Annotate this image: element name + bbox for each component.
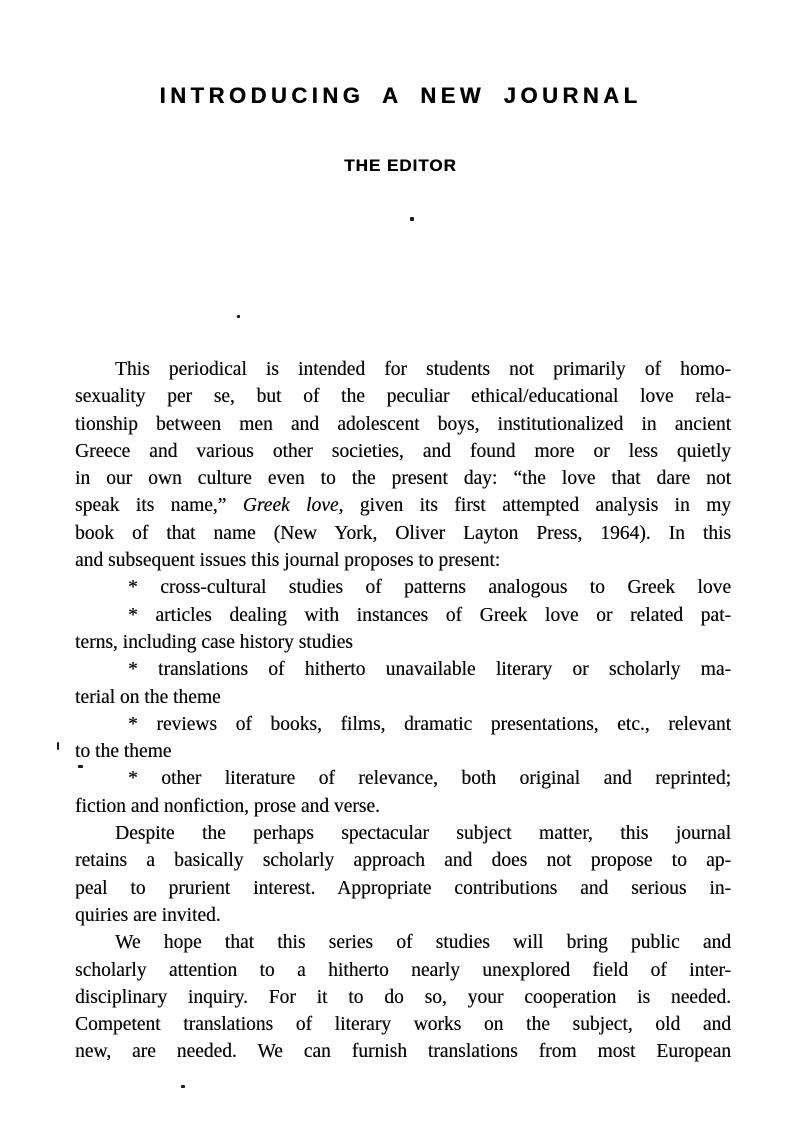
text-line: sexuality per se, but of the peculiar ethical/educational love rela- [75, 386, 731, 408]
text-line: Greece and various other societies, and found more or less quietly [75, 440, 731, 462]
scan-speck [410, 217, 414, 221]
text-line: We hope that this series of studies will bring public and [115, 932, 731, 954]
text-line: * translations of hitherto unavailable literary or scholarly ma- [128, 659, 731, 681]
page-title: INTRODUCING A NEW JOURNAL [159, 83, 642, 108]
text-line: This periodical is intended for students not primarily of homo- [115, 359, 731, 380]
text-line: scholarly attention to a hitherto nearly unexplored field of inter- [75, 959, 731, 981]
text-line: new, are needed. We can furnish translations from most European [75, 1041, 731, 1063]
text-line: and subsequent issues this journal proposes to present: [75, 550, 501, 572]
scan-speck [237, 315, 240, 318]
text-segment: speak its name,” [75, 495, 243, 517]
text-line: Competent translations of literary works on the subject, old and [75, 1014, 731, 1036]
body-text [75, 356, 731, 1066]
italic-text-segment: Greek love, [242, 495, 344, 517]
text-segment: given its first attempted analysis in my [343, 495, 732, 517]
text-line: terial on the theme [75, 686, 221, 708]
scan-speck [78, 765, 83, 768]
text-line: quiries are invited. [75, 904, 221, 926]
text-line: disciplinary inquiry. For it to do so, your cooperation is needed. [75, 986, 731, 1008]
scan-speck [181, 1085, 185, 1088]
text-line: * reviews of books, films, dramatic presentations, etc., relevant [128, 713, 731, 735]
text-line: Despite the perhaps spectacular subject matter, this journal [115, 823, 731, 845]
text-line: * cross-cultural studies of patterns analogous to Greek love [128, 577, 731, 599]
scan-speck [57, 742, 59, 750]
text-line [75, 492, 731, 519]
text-line: * articles dealing with instances of Greek love or related pat- [128, 604, 731, 626]
text-line: to the theme [75, 741, 172, 763]
text-line: tionship between men and adolescent boys, institutionalized in ancient [75, 413, 731, 435]
text-line: * other literature of relevance, both original and reprinted; [128, 768, 731, 790]
text-line: book of that name (New York, Oliver Layton Press, 1964). In this [75, 522, 731, 544]
text-line: fiction and nonfiction, prose and verse. [75, 795, 380, 817]
text-line: in our own culture even to the present day: “the love that dare not [75, 468, 731, 490]
author-byline: THE EDITOR [344, 156, 457, 175]
text-line: peal to prurient interest. Appropriate contributions and serious in- [75, 877, 731, 899]
text-line: retains a basically scholarly approach and does not propose to ap- [75, 850, 731, 872]
text-line: terns, including case history studies [75, 631, 353, 653]
